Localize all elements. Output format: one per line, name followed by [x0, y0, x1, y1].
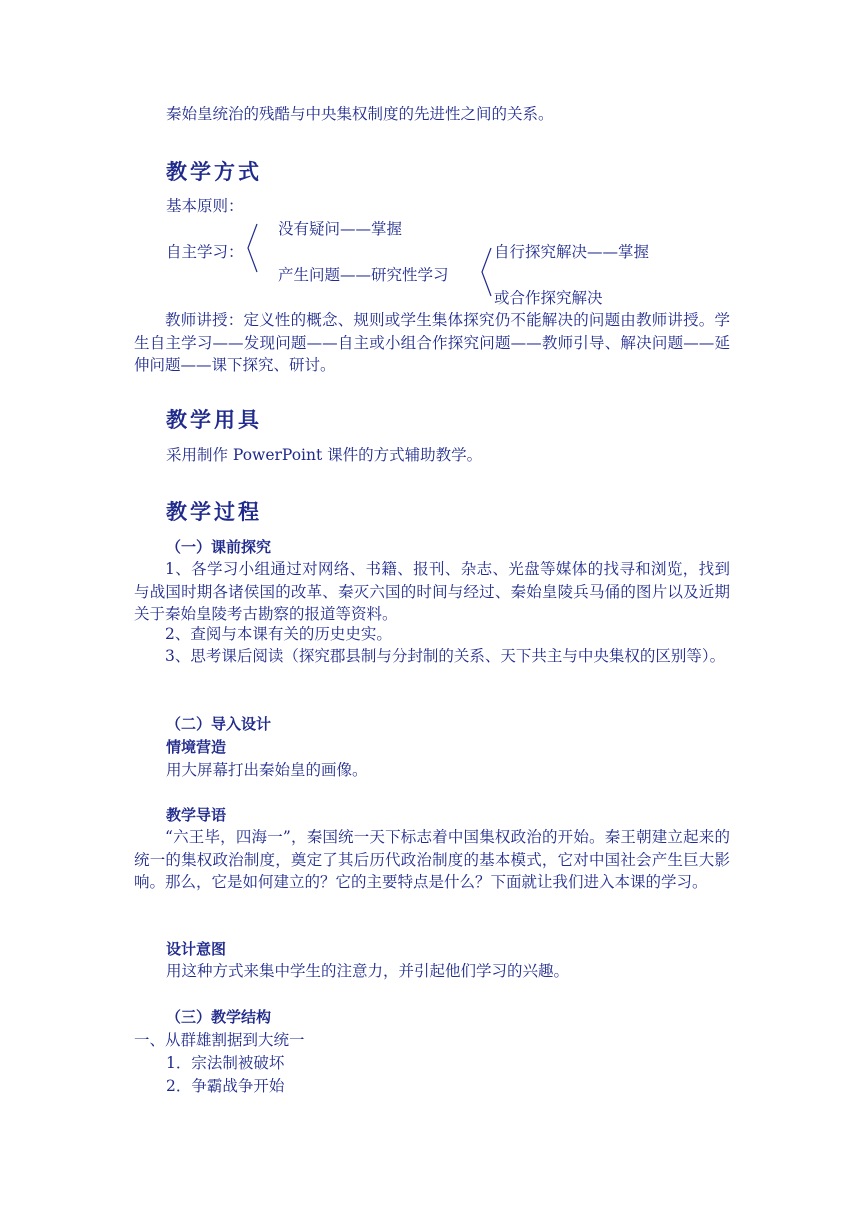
heading-teaching-tools: 教学用具	[166, 408, 262, 432]
intent-text: 用这种方式来集中学生的注意力，并引起他们学习的兴趣。	[166, 962, 570, 980]
branch-question: 产生问题——研究性学习	[278, 266, 449, 284]
guide-heading: 教学导语	[166, 806, 227, 824]
principle-label: 基本原则：	[166, 197, 244, 215]
point2: 2．争霸战争开始	[166, 1077, 285, 1095]
sub-branch-group: 或合作探究解决	[494, 289, 603, 307]
part1-item2: 2、查阅与本课有关的历史史实。	[165, 625, 392, 643]
part3-heading: （三）教学结构	[166, 1008, 272, 1026]
intent-heading: 设计意图	[166, 940, 227, 958]
left-brace-icon	[478, 246, 494, 298]
guide-paragraph: “六王毕，四海一”，秦国统一天下标志着中国集权政治的开始。秦王朝建立起来的统一的集权政治制度，奠定了其后历代政治制度的基本模式，它对中国社会产生巨大影响。那么，它是如何建立的？它的主要特点是什么？下面就让我们进入本课的学习。	[134, 828, 730, 891]
heading-teaching-process: 教学过程	[166, 500, 262, 524]
scene-heading: 情境营造	[166, 738, 227, 756]
teacher-paragraph: 教师讲授：定义性的概念、规则或学生集体探究仍不能解决的问题由教师讲授。学生自主学习——发现问题——自主或小组合作探究问题——教师引导、解决问题——延伸问题——课下探究、研讨。	[134, 311, 730, 374]
part2-heading: （二）导入设计	[166, 715, 272, 733]
part1-heading: （一）课前探究	[166, 538, 272, 556]
branch-no-question: 没有疑问——掌握	[278, 220, 403, 238]
part1-item3: 3、思考课后阅读（探究郡县制与分封制的关系、天下共主与中央集权的区别等）。	[165, 647, 726, 665]
sub-branch-self: 自行探究解决——掌握	[494, 243, 650, 261]
left-brace-icon	[244, 222, 260, 274]
section1-title: 一、从群雄割据到大统一	[134, 1031, 305, 1049]
self-study-label: 自主学习：	[166, 243, 244, 261]
part1-item1: 1、各学习小组通过对网络、书籍、报刊、杂志、光盘等媒体的找寻和浏览，找到与战国时期各诸侯国的改革、秦灭六国的时间与经过、秦始皇陵兵马俑的图片以及近期关于秦始皇陵考古勘察的报道等资料。	[134, 560, 730, 623]
scene-text: 用大屏幕打出秦始皇的画像。	[166, 761, 368, 779]
heading-teaching-method: 教学方式	[166, 160, 262, 184]
point1: 1．宗法制被破坏	[166, 1054, 285, 1072]
intro-line: 秦始皇统治的残酷与中央集权制度的先进性之间的关系。	[166, 105, 554, 123]
tools-text: 采用制作 PowerPoint 课件的方式辅助教学。	[166, 446, 483, 464]
